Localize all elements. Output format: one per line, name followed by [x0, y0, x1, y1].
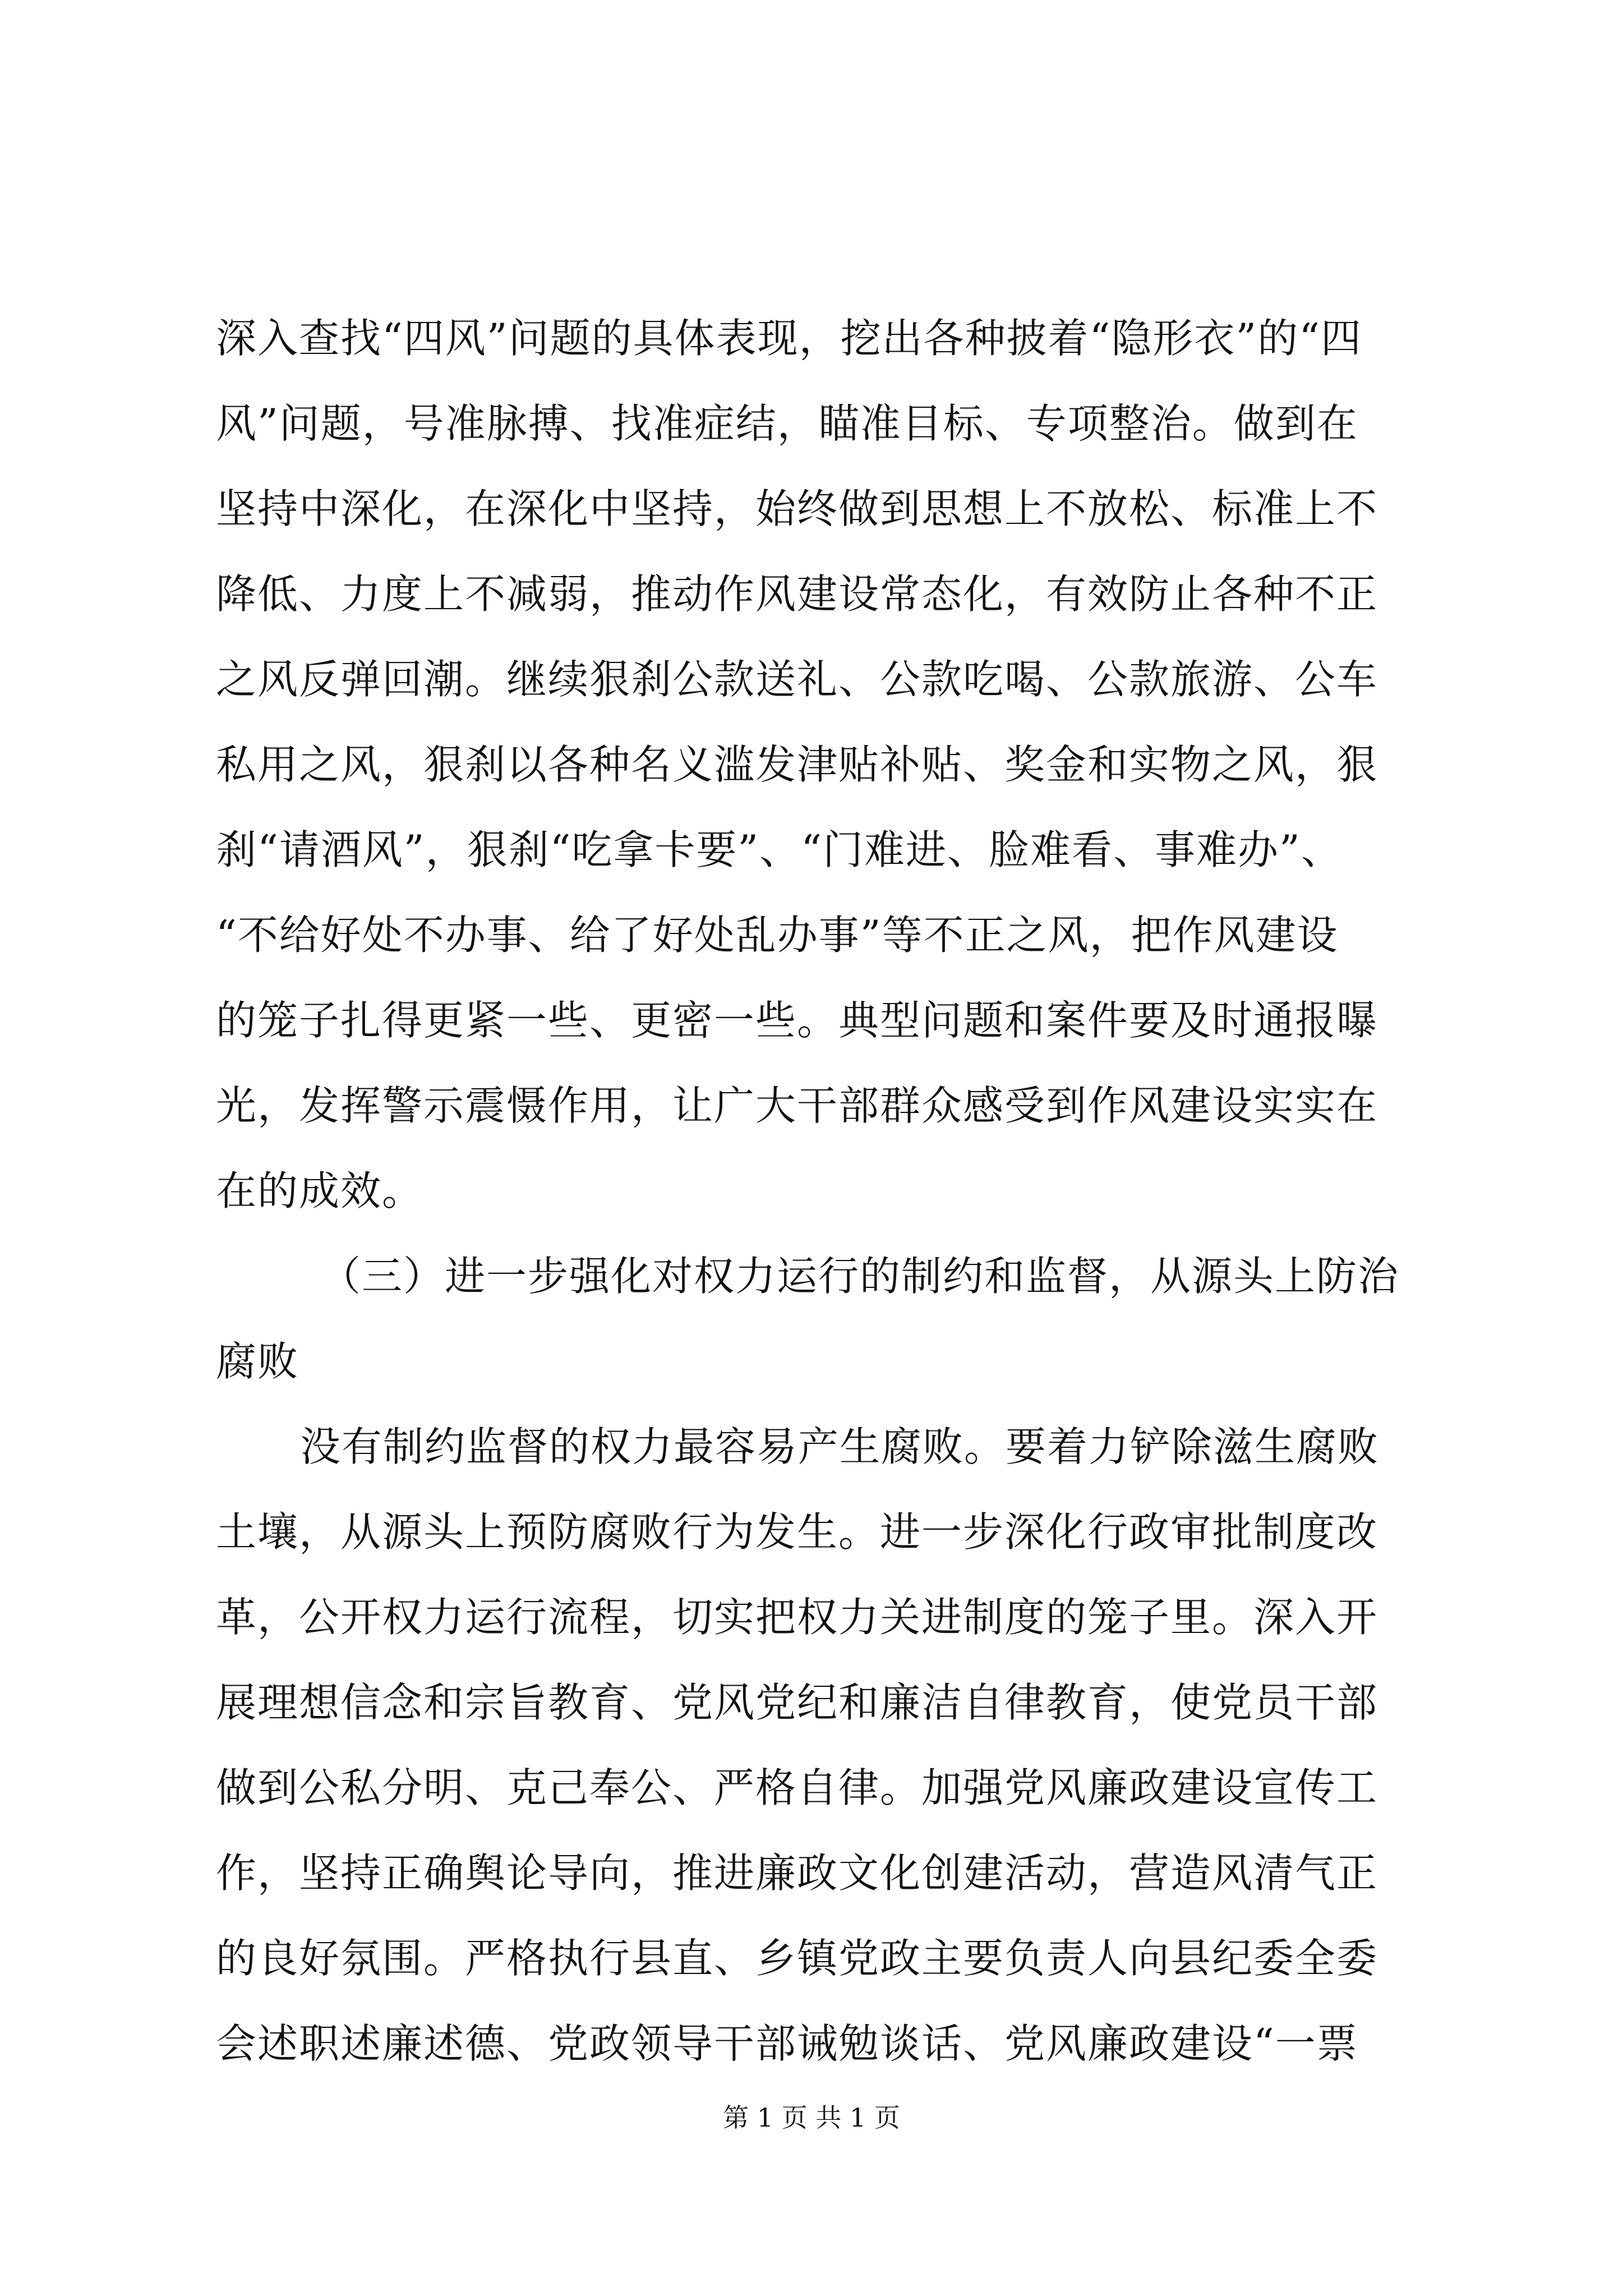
- text-line: 展理想信念和宗旨教育、党风党纪和廉洁自律教育，使党员干部: [216, 1679, 1378, 1726]
- text-line: 革，公开权力运行流程，切实把权力关进制度的笼子里。深入开: [216, 1594, 1378, 1641]
- section-heading-line: （三）进一步强化对权力运行的制约和监督，从源头上防治: [320, 1253, 1400, 1300]
- body-text: [216, 296, 1409, 2086]
- text-line: 私用之风，狠刹以各种名义滥发津贴补贴、奖金和实物之风，狠: [216, 741, 1378, 788]
- text-line: 没有制约监督的权力最容易产生腐败。要着力铲除滋生腐败: [300, 1423, 1380, 1470]
- page-footer: [0, 2101, 1623, 2134]
- text-line: 会述职述廉述德、党政领导干部诫勉谈话、党风廉政建设“一票: [216, 2020, 1358, 2067]
- page-number-label: 第 1 页 共 1 页: [723, 2102, 900, 2133]
- text-line: 在的成效。: [216, 1167, 424, 1214]
- text-line: 刹“请酒风”，狠刹“吃拿卡要”、“门难进、脸难看、事难办”、: [216, 826, 1343, 873]
- text-line: 土壤，从源头上预防腐败行为发生。进一步深化行政审批制度改: [216, 1508, 1378, 1556]
- text-line: 降低、力度上不减弱，推动作风建设常态化，有效防止各种不正: [216, 570, 1378, 618]
- text-line: 风”问题，号准脉搏、找准症结，瞄准目标、专项整治。做到在: [216, 400, 1358, 447]
- text-line: 做到公私分明、克己奉公、严格自律。加强党风廉政建设宣传工: [216, 1764, 1378, 1811]
- text-line: 的笼子扎得更紧一些、更密一些。典型问题和案件要及时通报曝: [216, 997, 1378, 1044]
- text-line: 光，发挥警示震慑作用，让广大干部群众感受到作风建设实实在: [216, 1082, 1378, 1129]
- text-line: 的良好氛围。严格执行县直、乡镇党政主要负责人向县纪委全委: [216, 1935, 1378, 1982]
- text-line: 作，坚持正确舆论导向，推进廉政文化创建活动，营造风清气正: [216, 1849, 1378, 1897]
- text-line: 之风反弹回潮。继续狠刹公款送礼、公款吃喝、公款旅游、公车: [216, 656, 1378, 703]
- section-heading-line: 腐败: [216, 1338, 299, 1385]
- text-line: 坚持中深化，在深化中坚持，始终做到思想上不放松、标准上不: [216, 485, 1378, 532]
- text-line: 深入查找“四风”问题的具体表现，挖出各种披着“隐形衣”的“四: [216, 315, 1363, 362]
- text-line: “不给好处不办事、给了好处乱办事”等不正之风，把作风建设: [216, 912, 1339, 959]
